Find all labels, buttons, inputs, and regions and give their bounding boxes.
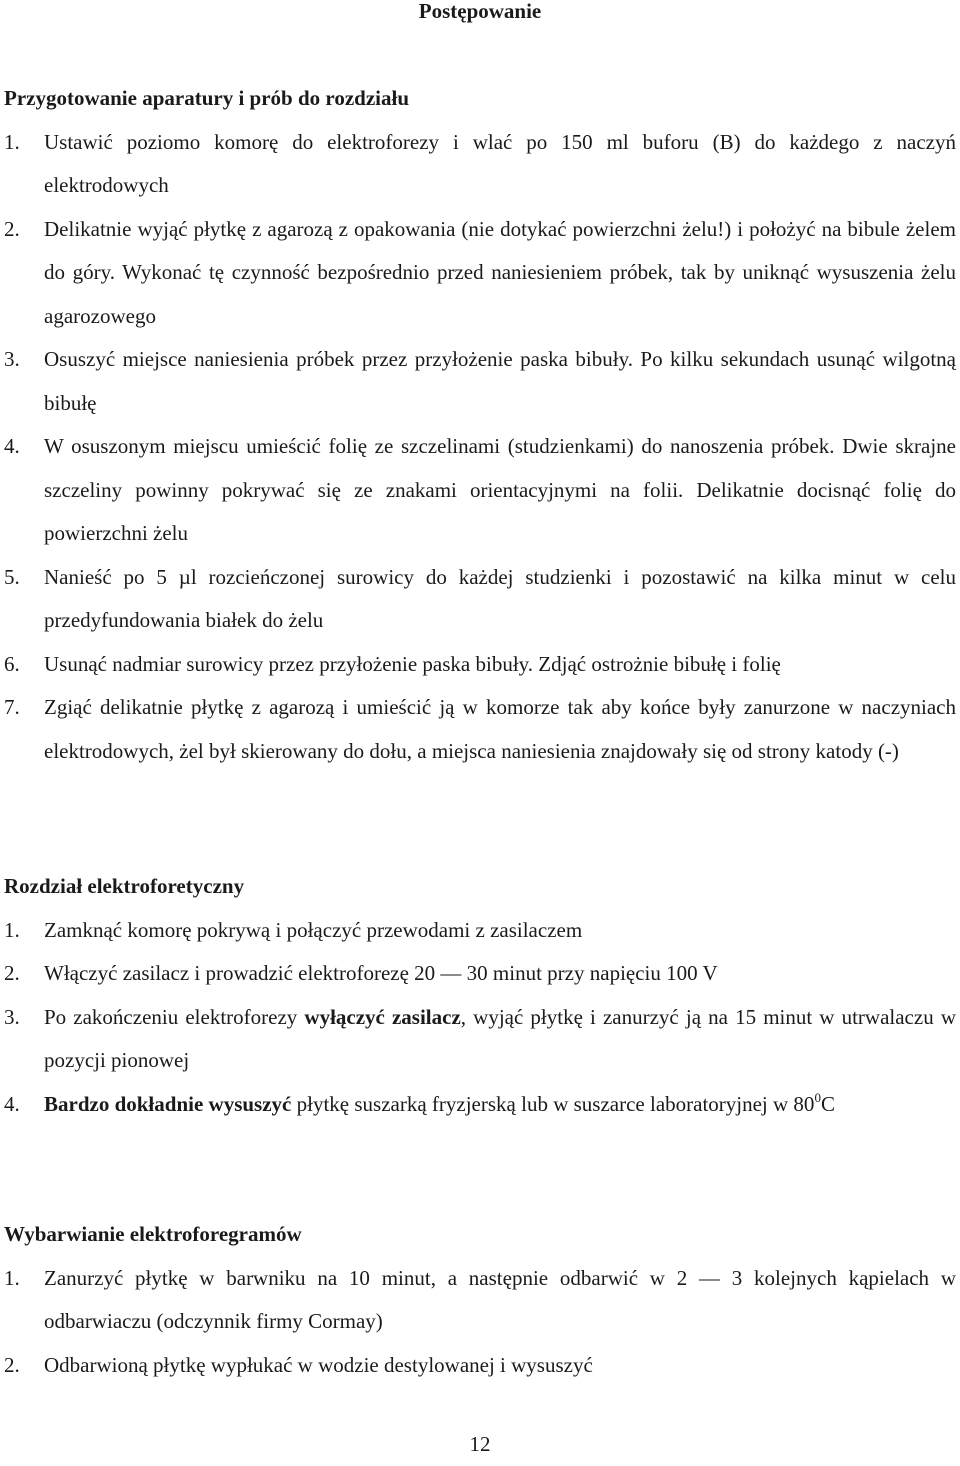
list-item (4, 1257, 956, 1344)
step-number: 5. (4, 564, 20, 589)
step-text: Delikatnie wyjąć płytkę z agarozą z opakowania (nie dotykać powierzchni żelu!) i położyć na bibule żelem do góry. Wykonać tę czynność bezpośrednio przed naniesieniem próbek, tak by uniknąć wysuszenia żelu agarozowego (44, 216, 956, 328)
step-number: 2. (4, 1352, 20, 1377)
list-item (4, 425, 956, 556)
section-heading: Wybarwianie elektroforegramów (4, 1222, 302, 1246)
list-item (4, 952, 956, 996)
step-number: 1. (4, 1265, 20, 1290)
step-text-part: Po zakończeniu elektroforezy (44, 1004, 305, 1029)
step-text: Nanieść po 5 µl rozcieńczonej surowicy do każdej studzienki i pozostawić na kilka minut w celu przedyfundowania białek do żelu (44, 564, 956, 632)
step-number: 1. (4, 917, 20, 942)
temperature-unit: C (820, 1091, 835, 1116)
emphasis-text: Bardzo dokładnie wysuszyć (44, 1091, 292, 1116)
step-text: Ustawić poziomo komorę do elektroforezy i wlać po 150 ml buforu (B) do każdego z naczyń elektrodowych (44, 129, 956, 197)
step-number: 2. (4, 216, 20, 241)
list-item (4, 1344, 956, 1388)
emphasis-text: wyłączyć zasilacz (304, 1004, 461, 1029)
step-text: Włączyć zasilacz i prowadzić elektroforezę 20 — 30 minut przy napięciu 100 V (44, 961, 718, 985)
section-staining (4, 1213, 956, 1387)
page-title: Postępowanie (418, 0, 542, 23)
step-text: W osuszonym miejscu umieścić folię ze szczelinami (studzienkami) do nanoszenia próbek. Dwie skrajne szczeliny powinny pokrywać się ze znakami orientacyjnymi na folii. Delikatnie docisnąć folię do powierzchni żelu (44, 434, 956, 545)
section-electrophoresis (4, 865, 956, 1126)
step-number: 3. (4, 347, 20, 371)
list-item (4, 338, 956, 425)
list-item (4, 208, 956, 339)
step-number: 7. (4, 695, 20, 719)
step-text: Osuszyć miejsce naniesienia próbek przez przyłożenie paska bibuły. Po kilku sekundach usunąć wilgotną bibułę (44, 347, 956, 415)
step-text-part: , wyjąć płytkę i zanurzyć ją na 15 minut w utrwalaczu w pozycji pionowej (44, 1004, 956, 1072)
step-text: Odbarwioną płytkę wypłukać w wodzie destylowanej i wysuszyć (44, 1352, 593, 1377)
step-number: 2. (4, 961, 20, 985)
step-text (44, 996, 956, 1083)
list-item (4, 996, 956, 1083)
page-number: 12 (469, 1432, 491, 1456)
list-item (4, 686, 956, 773)
section-preparation (4, 77, 956, 773)
step-number: 3. (4, 1004, 20, 1029)
step-number: 1. (4, 129, 20, 154)
step-list (4, 121, 956, 774)
step-list (4, 909, 956, 1127)
step-text (44, 1083, 956, 1127)
step-text-part: płytkę suszarką fryzjerską lub w suszarce laboratoryjnej w 80 (291, 1091, 815, 1116)
degree-superscript: 0 (814, 1089, 821, 1105)
step-text: Zgiąć delikatnie płytkę z agarozą i umieścić ją w komorze tak aby końce były zanurzone w naczyniach elektrodowych, żel był skierowany do dołu, a miejsca naniesienia znajdowały się od strony katody (-) (44, 695, 956, 763)
list-item (4, 121, 956, 208)
step-list (4, 1257, 956, 1388)
section-heading: Przygotowanie aparatury i prób do rozdziału (4, 86, 410, 110)
list-item (4, 643, 956, 687)
step-text: Zamknąć komorę pokrywą i połączyć przewodami z zasilaczem (44, 917, 583, 942)
list-item (4, 1083, 956, 1127)
list-item (4, 909, 956, 953)
step-number: 4. (4, 434, 20, 458)
step-number: 4. (4, 1091, 20, 1116)
step-number: 6. (4, 651, 20, 676)
step-text: Usunąć nadmiar surowicy przez przyłożenie paska bibuły. Zdjąć ostrożnie bibułę i folię (44, 651, 781, 676)
step-text: Zanurzyć płytkę w barwniku na 10 minut, a następnie odbarwić w 2 — 3 kolejnych kąpielach w odbarwiaczu (odczynnik firmy Cormay) (44, 1265, 956, 1333)
section-heading: Rozdział elektroforetyczny (4, 874, 245, 898)
list-item (4, 556, 956, 643)
